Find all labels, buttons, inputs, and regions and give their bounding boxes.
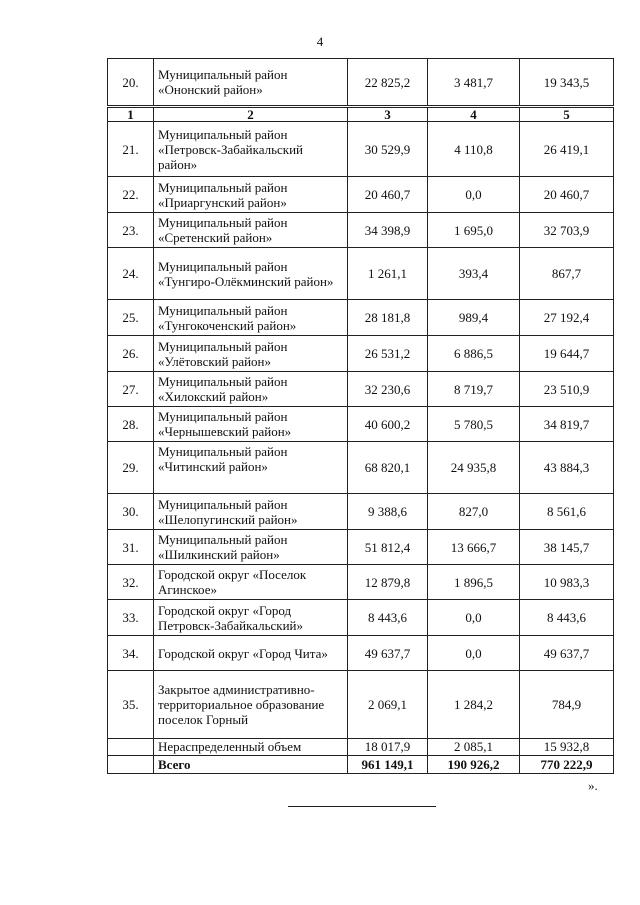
value-col5: 10 983,3 <box>520 565 614 600</box>
value-col4: 2 085,1 <box>428 739 520 756</box>
value-col4: 1 284,2 <box>428 671 520 739</box>
value-col4: 0,0 <box>428 600 520 636</box>
table-row <box>108 248 614 300</box>
value-col4: 24 935,8 <box>428 442 520 494</box>
row-number: 20. <box>108 59 154 107</box>
row-number: 32. <box>108 565 154 600</box>
municipality-name: Муниципальный район «Улётовский район» <box>154 336 348 372</box>
value-col3: 2 069,1 <box>348 671 428 739</box>
value-col4: 989,4 <box>428 300 520 336</box>
value-col5: 867,7 <box>520 248 614 300</box>
row-number <box>108 739 154 756</box>
municipality-name: Закрытое административно-территориальное образование поселок Горный <box>154 671 348 739</box>
municipality-name: Муниципальный район «Сретенский район» <box>154 213 348 248</box>
table-row <box>108 177 614 213</box>
value-col5: 8 561,6 <box>520 494 614 530</box>
header-col1: 1 <box>108 107 154 122</box>
total-row <box>108 756 614 774</box>
value-col4: 13 666,7 <box>428 530 520 565</box>
row-number: 26. <box>108 336 154 372</box>
value-col4: 1 695,0 <box>428 213 520 248</box>
page-number: 4 <box>316 34 324 49</box>
value-col4: 4 110,8 <box>428 122 520 177</box>
value-col5: 49 637,7 <box>520 636 614 671</box>
value-col5: 32 703,9 <box>520 213 614 248</box>
row-number: 22. <box>108 177 154 213</box>
table-row <box>108 122 614 177</box>
value-col4: 1 896,5 <box>428 565 520 600</box>
header-col2: 2 <box>154 107 348 122</box>
row-number: 29. <box>108 442 154 494</box>
total-col5: 770 222,9 <box>520 756 614 774</box>
value-col3: 12 879,8 <box>348 565 428 600</box>
value-col4: 0,0 <box>428 636 520 671</box>
municipality-name: Муниципальный район «Приаргунский район» <box>154 177 348 213</box>
row-number: 33. <box>108 600 154 636</box>
table-row <box>108 671 614 739</box>
table-row <box>108 59 614 107</box>
header-col3: 3 <box>348 107 428 122</box>
value-col3: 28 181,8 <box>348 300 428 336</box>
value-col3: 20 460,7 <box>348 177 428 213</box>
municipality-name: Муниципальный район «Тунгиро-Олёкминский район» <box>154 248 348 300</box>
municipality-name: Городской округ «Поселок Агинское» <box>154 565 348 600</box>
municipality-name: Муниципальный район «Хилокский район» <box>154 372 348 407</box>
value-col3: 49 637,7 <box>348 636 428 671</box>
value-col5: 19 343,5 <box>520 59 614 107</box>
municipality-name: Муниципальный район «Чернышевский район» <box>154 407 348 442</box>
table-row <box>108 530 614 565</box>
value-col3: 40 600,2 <box>348 407 428 442</box>
row-number <box>108 756 154 774</box>
row-number: 23. <box>108 213 154 248</box>
value-col5: 27 192,4 <box>520 300 614 336</box>
table-row <box>108 494 614 530</box>
value-col5: 19 644,7 <box>520 336 614 372</box>
total-label: Всего <box>154 756 348 774</box>
table-row <box>108 407 614 442</box>
table-row <box>108 600 614 636</box>
table-row <box>108 213 614 248</box>
value-col3: 68 820,1 <box>348 442 428 494</box>
total-col4: 190 926,2 <box>428 756 520 774</box>
value-col5: 784,9 <box>520 671 614 739</box>
value-col5: 38 145,7 <box>520 530 614 565</box>
value-col3: 32 230,6 <box>348 372 428 407</box>
table-row <box>108 565 614 600</box>
row-number: 24. <box>108 248 154 300</box>
value-col3: 18 017,9 <box>348 739 428 756</box>
table-row <box>108 636 614 671</box>
value-col4: 6 886,5 <box>428 336 520 372</box>
table-row <box>108 300 614 336</box>
value-col3: 51 812,4 <box>348 530 428 565</box>
value-col4: 8 719,7 <box>428 372 520 407</box>
table-row <box>108 442 614 494</box>
value-col5: 20 460,7 <box>520 177 614 213</box>
value-col4: 0,0 <box>428 177 520 213</box>
value-col4: 393,4 <box>428 248 520 300</box>
municipality-name: Муниципальный район «Шелопугинский район» <box>154 494 348 530</box>
municipality-name: Муниципальный район «Читинский район» <box>154 442 348 494</box>
value-col3: 1 261,1 <box>348 248 428 300</box>
value-col5: 26 419,1 <box>520 122 614 177</box>
column-number-header <box>108 107 614 122</box>
budget-table <box>107 58 614 774</box>
value-col4: 827,0 <box>428 494 520 530</box>
value-col4: 3 481,7 <box>428 59 520 107</box>
total-col3: 961 149,1 <box>348 756 428 774</box>
row-number: 34. <box>108 636 154 671</box>
municipality-name: Городской округ «Город Чита» <box>154 636 348 671</box>
row-number: 30. <box>108 494 154 530</box>
municipality-name: Муниципальный район «Тунгокоченский район» <box>154 300 348 336</box>
value-col4: 5 780,5 <box>428 407 520 442</box>
value-col3: 9 388,6 <box>348 494 428 530</box>
municipality-name: Муниципальный район «Петровск-Забайкальский район» <box>154 122 348 177</box>
value-col5: 23 510,9 <box>520 372 614 407</box>
value-col5: 34 819,7 <box>520 407 614 442</box>
header-col5: 5 <box>520 107 614 122</box>
table-row <box>108 336 614 372</box>
row-number: 31. <box>108 530 154 565</box>
row-number: 28. <box>108 407 154 442</box>
value-col5: 15 932,8 <box>520 739 614 756</box>
municipality-name: Муниципальный район «Шилкинский район» <box>154 530 348 565</box>
footer-separator-line <box>288 806 436 807</box>
municipality-name: Муниципальный район «Ононский район» <box>154 59 348 107</box>
value-col5: 8 443,6 <box>520 600 614 636</box>
closing-quote: ». <box>588 778 598 793</box>
unallocated-row <box>108 739 614 756</box>
row-number: 35. <box>108 671 154 739</box>
row-number: 27. <box>108 372 154 407</box>
value-col3: 22 825,2 <box>348 59 428 107</box>
row-number: 21. <box>108 122 154 177</box>
municipality-name: Городской округ «Город Петровск-Забайкальский» <box>154 600 348 636</box>
row-number: 25. <box>108 300 154 336</box>
unallocated-label: Нераспределенный объем <box>154 739 348 756</box>
header-col4: 4 <box>428 107 520 122</box>
value-col3: 34 398,9 <box>348 213 428 248</box>
value-col5: 43 884,3 <box>520 442 614 494</box>
value-col3: 30 529,9 <box>348 122 428 177</box>
value-col3: 8 443,6 <box>348 600 428 636</box>
table-row <box>108 372 614 407</box>
value-col3: 26 531,2 <box>348 336 428 372</box>
